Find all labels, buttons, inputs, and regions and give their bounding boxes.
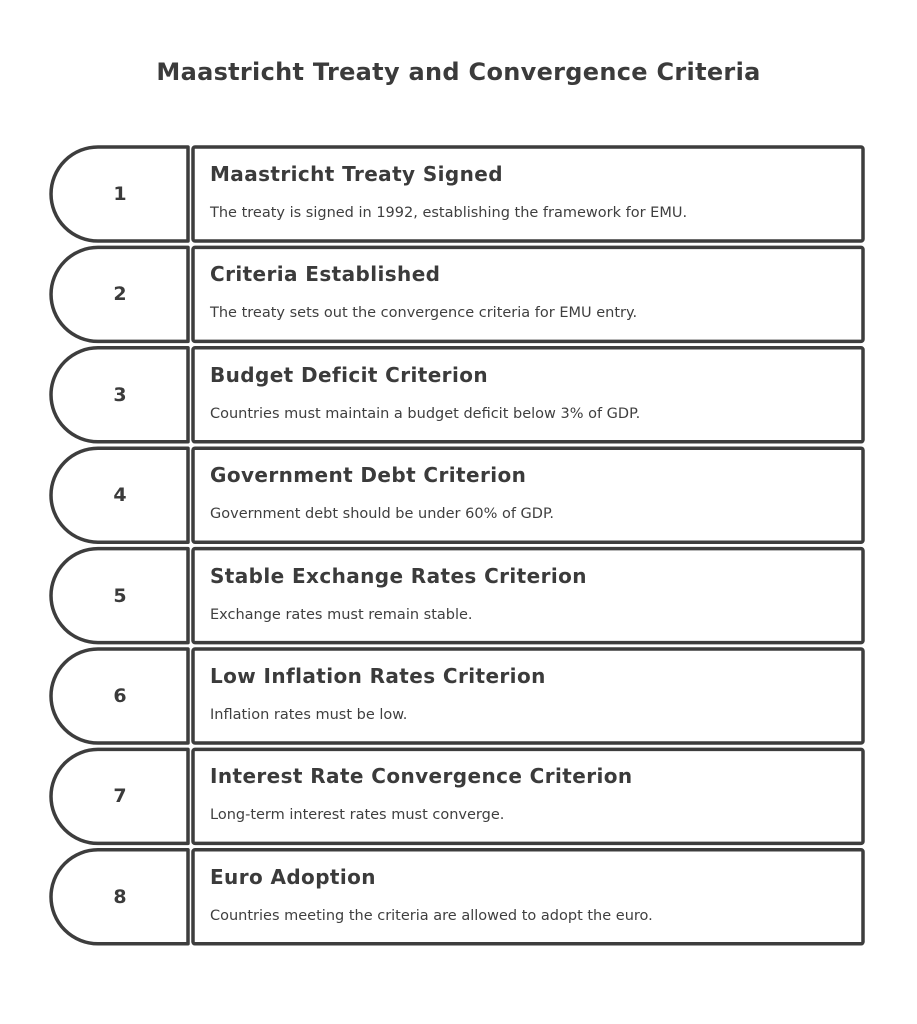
- step-heading: Interest Rate Convergence Criterion: [210, 764, 633, 789]
- step-heading: Government Debt Criterion: [210, 463, 527, 488]
- step-row: [50, 747, 865, 845]
- step-heading: Budget Deficit Criterion: [210, 362, 488, 387]
- step-description: Countries meeting the criteria are allowed to adopt the euro.: [210, 907, 653, 924]
- step-number: 1: [113, 183, 127, 205]
- step-heading: Low Inflation Rates Criterion: [210, 664, 546, 688]
- step-description: The treaty is signed in 1992, establishing the framework for EMU.: [210, 205, 688, 221]
- step-heading: Criteria Established: [210, 262, 441, 287]
- step-row: [50, 446, 865, 544]
- step-number: 2: [113, 283, 127, 306]
- step-description: Long-term interest rates must converge.: [210, 807, 505, 824]
- step-row: [50, 848, 865, 946]
- step-row: [50, 145, 865, 243]
- step-row: [50, 647, 865, 745]
- step-number: 7: [113, 785, 127, 808]
- step-heading: Stable Exchange Rates Criterion: [210, 563, 587, 588]
- step-row: [50, 245, 865, 343]
- step-heading: Euro Adoption: [210, 864, 376, 889]
- step-row: [50, 346, 865, 444]
- step-number: 8: [113, 885, 127, 908]
- step-number: 5: [113, 584, 127, 607]
- step-number: 3: [113, 383, 127, 406]
- step-description: Countries must maintain a budget deficit below 3% of GDP.: [210, 405, 641, 422]
- step-description: Government debt should be under 60% of GDP.: [210, 506, 555, 523]
- step-number: 6: [113, 685, 127, 707]
- step-heading: Maastricht Treaty Signed: [210, 162, 503, 186]
- step-description: Inflation rates must be low.: [210, 707, 408, 723]
- step-description: The treaty sets out the convergence criteria for EMU entry.: [210, 305, 638, 322]
- diagram-title: Maastricht Treaty and Convergence Criteria: [156, 58, 761, 86]
- step-number: 4: [113, 484, 127, 507]
- step-row: [50, 547, 865, 645]
- step-description: Exchange rates must remain stable.: [210, 606, 473, 623]
